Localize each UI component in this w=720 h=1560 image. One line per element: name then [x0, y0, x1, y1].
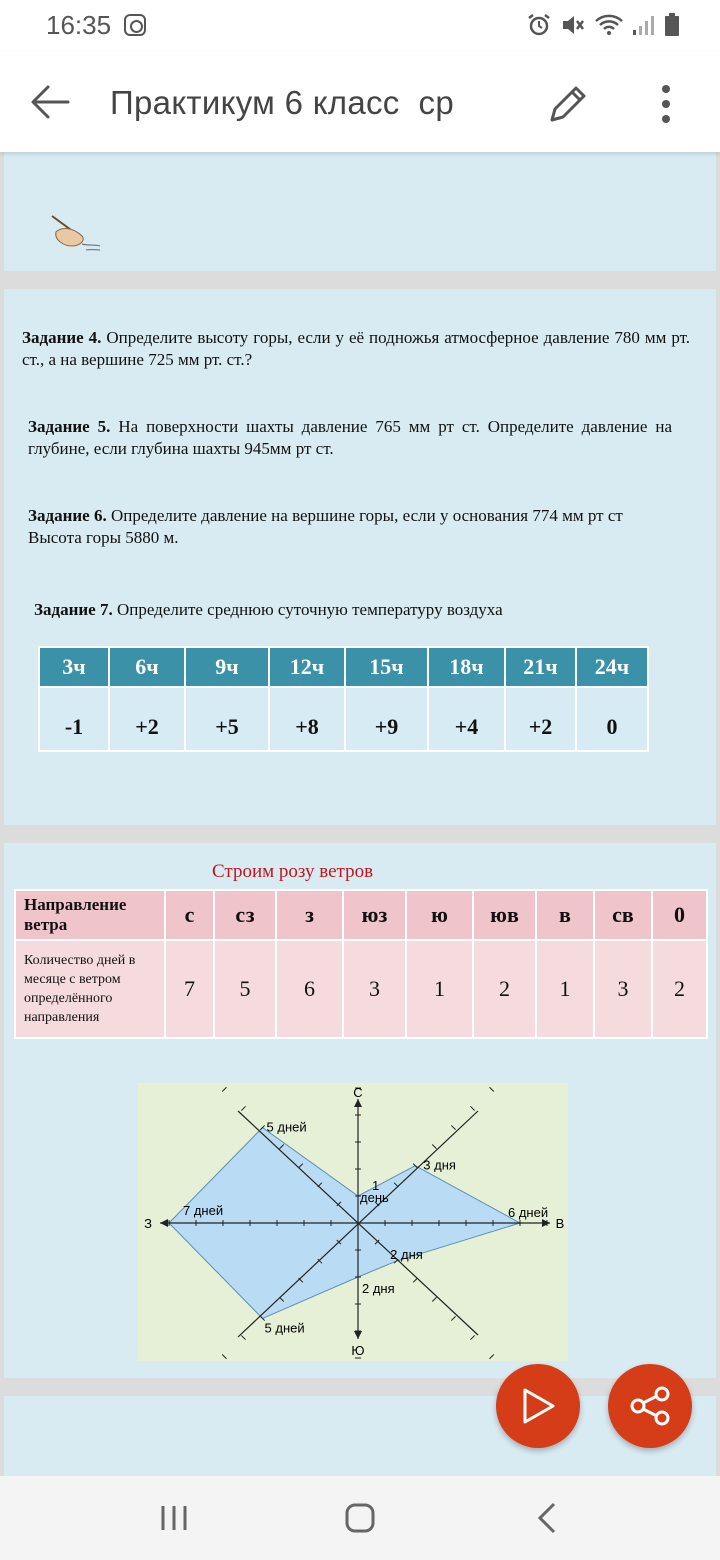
- temperature-cell: +5: [185, 687, 269, 751]
- wind-header-label: Направление ветра: [15, 890, 165, 940]
- temperature-table: [38, 646, 649, 752]
- system-nav-bar: [0, 1476, 720, 1560]
- direction-cell: з: [276, 890, 343, 940]
- signal-icon: [632, 12, 656, 38]
- label-west: З: [144, 1216, 152, 1231]
- direction-cell: сз: [214, 890, 276, 940]
- temperature-cell: +8: [269, 687, 345, 751]
- slide-2: [4, 289, 716, 825]
- share-icon: [608, 1364, 692, 1448]
- hour-cell: 3ч: [39, 647, 109, 687]
- task-7-label: Задание 7.: [34, 600, 113, 619]
- pencil-edit-icon[interactable]: [544, 80, 592, 128]
- data-label: 7 дней: [183, 1203, 224, 1218]
- temperature-cell: 0: [576, 687, 648, 751]
- recent-apps-icon[interactable]: [150, 1494, 198, 1542]
- task-4: [22, 327, 690, 371]
- wind-row-label: Количество дней в месяце с ветром определённого направления: [15, 940, 165, 1038]
- axis-tick: [222, 1087, 226, 1091]
- wind-table: [14, 889, 708, 1039]
- arrow-south: [354, 1331, 362, 1339]
- arrow-north: [354, 1099, 362, 1107]
- axis-tick: [490, 1355, 494, 1359]
- status-icons: [526, 12, 680, 38]
- data-label: 2 дня: [362, 1281, 395, 1296]
- axis-tick: [432, 1145, 436, 1149]
- direction-cell: юв: [473, 890, 536, 940]
- data-label: день: [360, 1190, 389, 1205]
- axis-tick: [241, 1106, 245, 1110]
- axis-tick: [470, 1335, 474, 1339]
- axis-tick: [451, 1316, 455, 1320]
- days-cell: 1: [536, 940, 594, 1038]
- temperature-cell: -1: [39, 687, 109, 751]
- data-label: 1: [372, 1178, 380, 1193]
- share-button[interactable]: [608, 1364, 692, 1448]
- wind-rose-chart: [138, 1083, 568, 1361]
- temperature-cell: +2: [505, 687, 576, 751]
- alarm-icon: [526, 12, 552, 38]
- direction-cell: ю: [406, 890, 473, 940]
- hour-cell: 9ч: [185, 647, 269, 687]
- status-bar: [0, 0, 720, 52]
- app-bar: [0, 52, 720, 152]
- days-cell: 7: [165, 940, 214, 1038]
- hour-cell: 12ч: [269, 647, 345, 687]
- days-cell: 5: [214, 940, 276, 1038]
- data-label: 5 дней: [264, 1320, 305, 1336]
- days-cell: 2: [473, 940, 536, 1038]
- home-icon[interactable]: [336, 1494, 384, 1542]
- direction-cell: с: [165, 890, 214, 940]
- temperature-cell: +9: [345, 687, 428, 751]
- task-4-text: Определите высоту горы, если у её подножья атмосферное давление 780 мм рт. ст., а на вершине 725 мм рт. ст.?: [22, 328, 690, 369]
- days-cell: 3: [343, 940, 406, 1038]
- slide-1: [4, 152, 716, 271]
- task-5: [28, 416, 672, 460]
- axis-tick: [413, 1278, 417, 1282]
- direction-cell: 0: [652, 890, 707, 940]
- direction-cell: св: [594, 890, 652, 940]
- label-north: С: [353, 1085, 363, 1100]
- days-cell: 6: [276, 940, 343, 1038]
- hour-cell: 6ч: [109, 647, 185, 687]
- data-label: 3 дня: [423, 1157, 456, 1173]
- slides-container[interactable]: [0, 152, 720, 1476]
- task-4-label: Задание 4.: [22, 328, 102, 347]
- direction-cell: в: [536, 890, 594, 940]
- hour-cell: 15ч: [345, 647, 428, 687]
- wind-rose-svg: [138, 1083, 568, 1361]
- instagram-icon: [124, 14, 146, 36]
- data-label: 2 дня: [390, 1247, 423, 1263]
- axis-tick: [432, 1297, 436, 1301]
- task-6-text: Определите давление на вершине горы, если у основания 774 мм рт ст Высота горы 5880 м.: [28, 506, 623, 547]
- status-time: 16:35: [46, 10, 112, 40]
- quill-hand-icon: [48, 210, 108, 254]
- hour-cell: 21ч: [505, 647, 576, 687]
- data-label: 5 дней: [266, 1119, 307, 1135]
- axis-tick: [470, 1106, 474, 1110]
- axis-tick: [490, 1087, 494, 1091]
- battery-icon: [664, 12, 680, 38]
- label-east: В: [555, 1216, 565, 1231]
- more-options-icon[interactable]: [648, 80, 684, 128]
- temperature-cell: +2: [109, 687, 185, 751]
- back-arrow-icon[interactable]: [26, 78, 74, 126]
- axis-tick: [451, 1125, 455, 1129]
- play-slideshow-button[interactable]: [496, 1364, 580, 1448]
- task-7-text: Определите среднюю суточную температуру воздуха: [112, 600, 503, 619]
- days-cell: 1: [406, 940, 473, 1038]
- days-cell: 3: [594, 940, 652, 1038]
- axis-tick: [241, 1335, 245, 1339]
- task-6-label: Задание 6.: [28, 506, 107, 525]
- label-south: Ю: [351, 1343, 365, 1358]
- document-title: Практикум 6 класс ср: [110, 84, 455, 121]
- mute-icon: [560, 12, 586, 38]
- direction-cell: юз: [343, 890, 406, 940]
- wind-rose-title: Строим розу ветров: [212, 861, 374, 882]
- task-5-label: Задание 5.: [28, 417, 111, 436]
- back-nav-icon[interactable]: [524, 1494, 572, 1542]
- days-cell: 2: [652, 940, 707, 1038]
- play-icon: [496, 1364, 580, 1448]
- axis-tick: [222, 1355, 226, 1359]
- hour-cell: 24ч: [576, 647, 648, 687]
- data-label: 6 дней: [508, 1205, 549, 1220]
- wifi-icon: [594, 12, 624, 38]
- arrow-west: [160, 1219, 168, 1227]
- task-7: [34, 599, 674, 621]
- arrow-east: [542, 1219, 550, 1227]
- task-5-text: На поверхности шахты давление 765 мм рт ст. Определите давление на глубине, если глубина шахты 945мм рт ст.: [28, 417, 672, 458]
- task-6: [28, 505, 672, 549]
- slide-3: [4, 843, 716, 1378]
- temperature-cell: +4: [428, 687, 505, 751]
- hour-cell: 18ч: [428, 647, 505, 687]
